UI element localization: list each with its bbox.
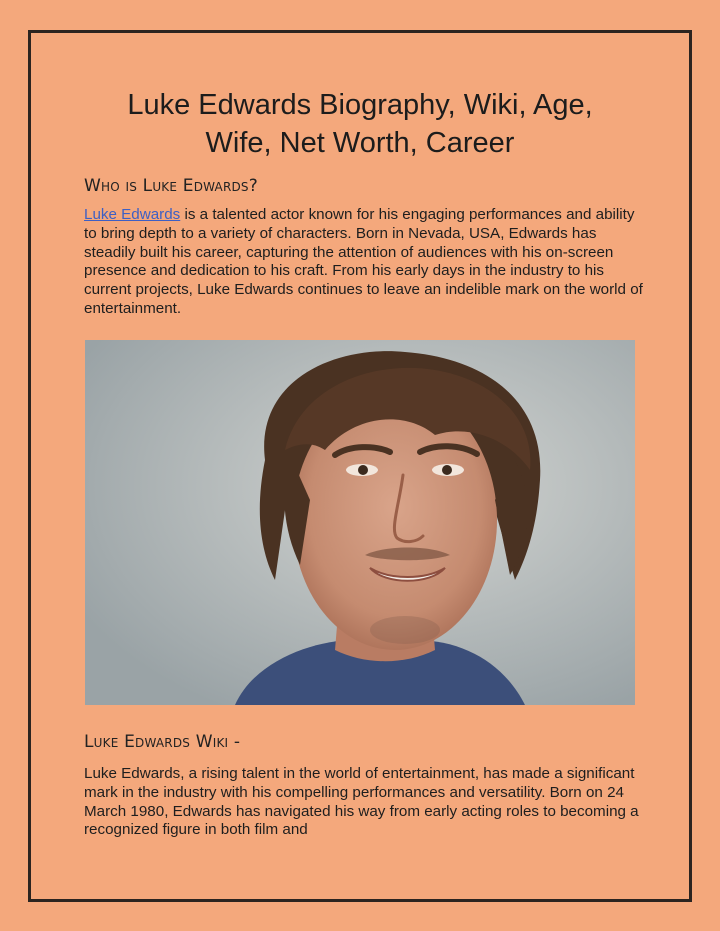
wiki-paragraph: Luke Edwards, a rising talent in the world of entertainment, has made a significant mark in the industry with his compelling performances and versatility. Born on 24 March 1980, Edwards has navigated his way from early acting roles to becoming a recognized figure in both film and bbox=[84, 765, 639, 839]
who-is-body-text: is a talented actor known for his engaging performances and ability to bring depth to a variety of characters. Born in Nevada, USA, Edwards has steadily built his career, capturing the attention of audiences with his on-screen presence and dedication to his craft. From his early days in the industry to his current projects, Luke Edwards continues to leave an indelible mark on the world of entertainment. bbox=[84, 206, 643, 317]
title-line-2: Wife, Net Worth, Career bbox=[205, 127, 515, 159]
left-pupil bbox=[358, 465, 368, 475]
who-is-heading: Who is Luke Edwards? bbox=[84, 176, 258, 196]
right-pupil bbox=[442, 465, 452, 475]
chin-stubble bbox=[370, 616, 440, 644]
who-is-paragraph bbox=[84, 206, 644, 319]
wiki-heading: Luke Edwards Wiki - bbox=[84, 732, 241, 752]
title-line-1: Luke Edwards Biography, Wiki, Age, bbox=[127, 89, 593, 121]
luke-edwards-link[interactable]: Luke Edwards bbox=[84, 206, 181, 223]
portrait-photo bbox=[85, 340, 635, 705]
portrait-illustration bbox=[85, 340, 635, 705]
page-title bbox=[60, 86, 660, 162]
